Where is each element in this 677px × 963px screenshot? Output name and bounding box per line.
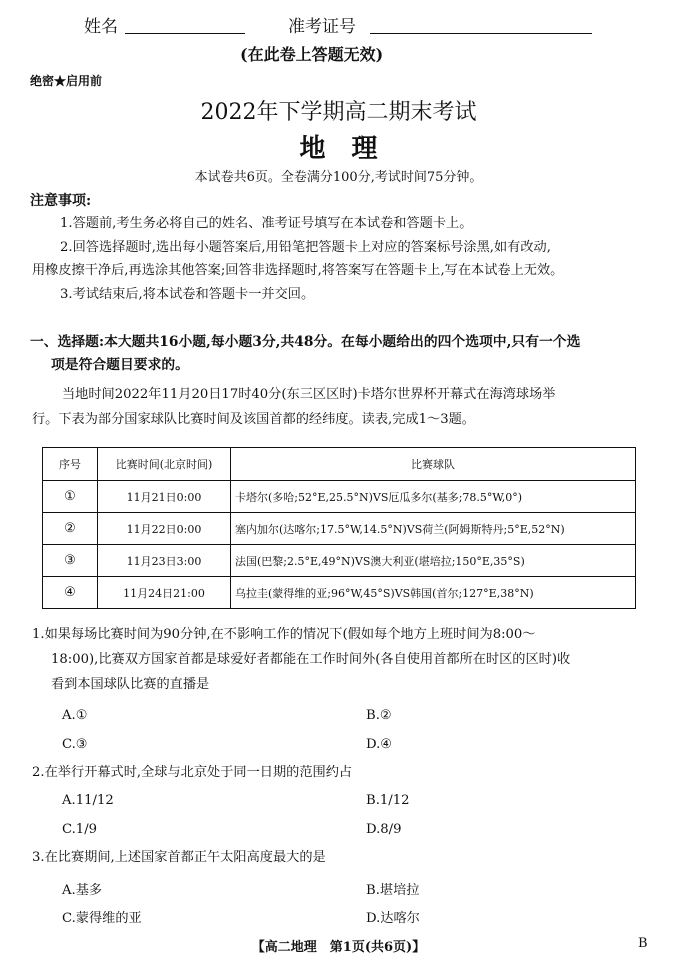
note-item-1: 1.答题前,考生务必将自己的姓名、准考证号填写在本试卷和答题卡上。 <box>60 216 473 231</box>
table-cell-index: ② <box>43 513 98 545</box>
note-item-2-line-2: 用橡皮擦干净后,再选涂其他答案;回答非选择题时,将答案写在答题卡上,写在本试卷上无效。 <box>32 263 564 278</box>
table-cell-index: ① <box>43 481 98 513</box>
note-item-3: 3.考试结束后,将本试卷和答题卡一并交回。 <box>60 287 315 302</box>
q2-option-b: B.1/12 <box>366 793 410 808</box>
q1-stem-line-2: 18:00),比赛双方国家首都是球爱好者都能在工作时间外(各自使用首都所在时区的区时)收 <box>51 652 571 667</box>
passage-line-1: 当地时间2022年11月20日17时40分(东三区区时)卡塔尔世界杯开幕式在海湾球场举 <box>62 387 556 402</box>
name-label: 姓名 <box>84 17 118 37</box>
table-header: 比赛球队 <box>231 448 636 481</box>
table-cell-index: ③ <box>43 545 98 577</box>
section-heading-line-1: 一、选择题:本大题共16小题,每小题3分,共48分。在每小题给出的四个选项中,只有一个选 <box>30 334 581 350</box>
q1-option-a: A.① <box>62 708 88 723</box>
table-cell-teams: 塞内加尔(达喀尔;17.5°W,14.5°N)VS荷兰(阿姆斯特丹;5°E,52°N) <box>231 513 636 545</box>
invalid-notice: (在此卷上答题无效) <box>240 45 384 64</box>
q3-option-c: C.蒙得维的亚 <box>62 911 142 926</box>
table-row <box>43 481 636 513</box>
table-cell-time: 11月23日3:00 <box>98 545 231 577</box>
q2-option-d: D.8/9 <box>366 822 402 837</box>
name-underline <box>125 33 245 34</box>
exam-info: 本试卷共6页。全卷满分100分,考试时间75分钟。 <box>194 170 483 185</box>
table-row <box>43 545 636 577</box>
table-header-row <box>43 448 636 481</box>
table-header: 序号 <box>43 448 98 481</box>
exam-id-label: 准考证号 <box>288 17 356 37</box>
table-header: 比赛时间(北京时间) <box>98 448 231 481</box>
exam-title: 2022年下学期高二期末考试 <box>200 100 477 125</box>
q3-option-d: D.达喀尔 <box>366 911 420 926</box>
table-cell-time: 11月21日0:00 <box>98 481 231 513</box>
note-item-2-line-1: 2.回答选择题时,选出每小题答案后,用铅笔把答题卡上对应的答案标号涂黑,如有改动, <box>60 240 551 255</box>
q1-stem-line-3: 看到本国球队比赛的直播是 <box>51 677 210 692</box>
table-row <box>43 577 636 609</box>
exam-id-underline <box>370 33 592 34</box>
page-footer: 【高二地理 第1页(共6页)】 <box>251 940 426 955</box>
subject-title: 地 理 <box>299 134 378 164</box>
q3-option-b: B.堪培拉 <box>366 883 420 898</box>
table-row <box>43 513 636 545</box>
q1-stem-line-1: 1.如果每场比赛时间为90分钟,在不影响工作的情况下(假如每个地方上班时间为8:00～ <box>32 627 536 642</box>
q3-stem: 3.在比赛期间,上述国家首都正午太阳高度最大的是 <box>32 850 326 865</box>
q1-option-c: C.③ <box>62 737 88 752</box>
table-cell-teams: 卡塔尔(多哈;52°E,25.5°N)VS厄瓜多尔(基多;78.5°W,0°) <box>231 481 636 513</box>
table-cell-teams: 法国(巴黎;2.5°E,49°N)VS澳大利亚(堪培拉;150°E,35°S) <box>231 545 636 577</box>
q2-stem: 2.在举行开幕式时,全球与北京处于同一日期的范围约占 <box>32 765 353 780</box>
passage-line-2: 行。下表为部分国家球队比赛时间及该国首都的经纬度。读表,完成1～3题。 <box>32 412 475 427</box>
q3-option-a: A.基多 <box>62 883 103 898</box>
match-table <box>42 447 636 609</box>
paper-version: B <box>638 936 648 951</box>
q2-option-a: A.11/12 <box>62 793 114 808</box>
table-cell-time: 11月24日21:00 <box>98 577 231 609</box>
section-heading-line-2: 项是符合题目要求的。 <box>51 357 189 373</box>
q1-option-d: D.④ <box>366 737 393 752</box>
confidential-mark: 绝密★启用前 <box>30 74 103 88</box>
notes-heading: 注意事项: <box>30 193 92 209</box>
q2-option-c: C.1/9 <box>62 822 98 837</box>
table-cell-teams: 乌拉圭(蒙得维的亚;96°W,45°S)VS韩国(首尔;127°E,38°N) <box>231 577 636 609</box>
table-cell-time: 11月22日0:00 <box>98 513 231 545</box>
table-cell-index: ④ <box>43 577 98 609</box>
q1-option-b: B.② <box>366 708 392 723</box>
